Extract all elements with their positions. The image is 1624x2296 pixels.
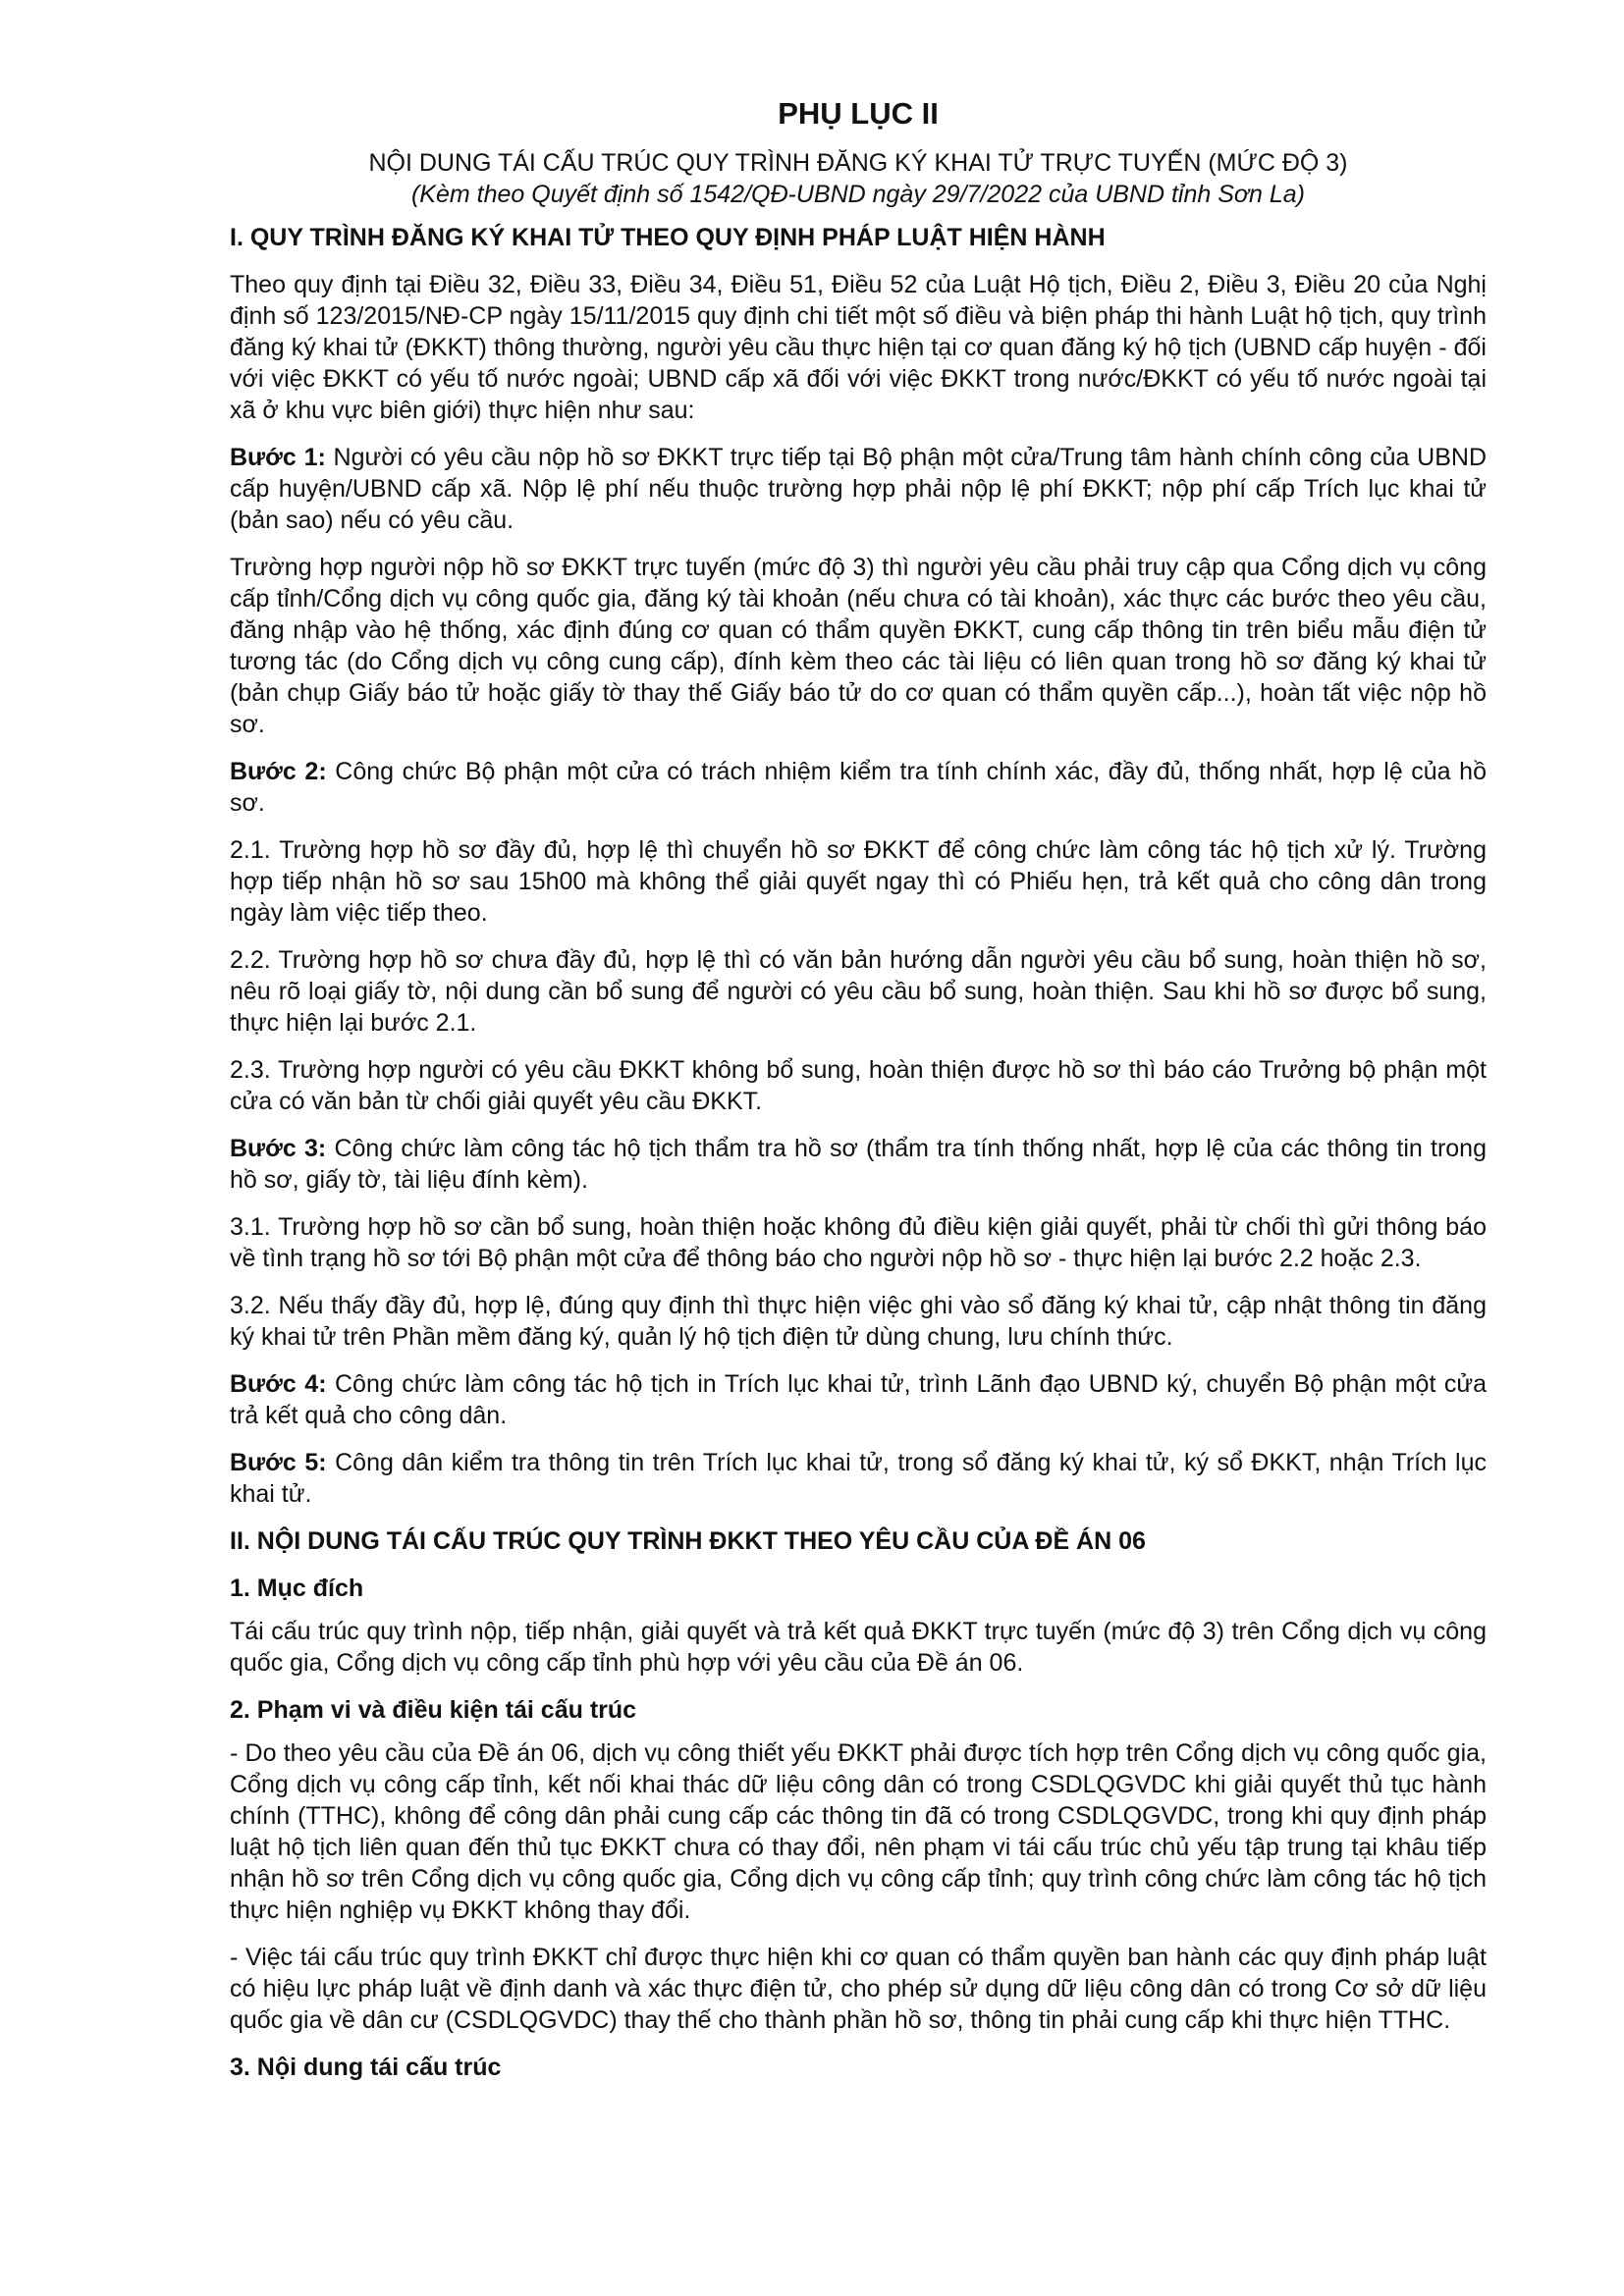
purpose-heading: 1. Mục đích: [230, 1575, 364, 1602]
scope-heading: 2. Phạm vi và điều kiện tái cấu trúc: [230, 1696, 637, 1724]
step-5-paragraph: [230, 1447, 1487, 1510]
step-1-label: Bước 1:: [230, 444, 326, 471]
step-1-paragraph: [230, 442, 1487, 536]
step-2-text: Công chức Bộ phận một cửa có trách nhiệm kiểm tra tính chính xác, đầy đủ, thống nhất, hợp lệ của hồ sơ.: [230, 758, 1487, 817]
step-2-1-paragraph: 2.1. Trường hợp hồ sơ đầy đủ, hợp lệ thì chuyển hồ sơ ĐKKT để công chức làm công tác hộ tịch xử lý. Trường hợp tiếp nhận hồ sơ sau 15h00 mà không thể giải quyết ngay thì có Phiếu hẹn, trả kết quả cho công dân trong ngày làm việc tiếp theo.: [230, 836, 1487, 927]
step-4-label: Bước 4:: [230, 1370, 327, 1398]
step-2-3-paragraph: 2.3. Trường hợp người có yêu cầu ĐKKT không bổ sung, hoàn thiện được hồ sơ thì báo cáo Trưởng bộ phận một cửa có văn bản từ chối giải quyết yêu cầu ĐKKT.: [230, 1056, 1487, 1115]
step-3-paragraph: [230, 1133, 1487, 1196]
purpose-paragraph: Tái cấu trúc quy trình nộp, tiếp nhận, giải quyết và trả kết quả ĐKKT trực tuyến (mức độ 3) trên Cổng dịch vụ công quốc gia, Cổng dịch vụ công cấp tỉnh phù hợp với yêu cầu của Đề án 06.: [230, 1618, 1487, 1677]
online-submission-paragraph: Trường hợp người nộp hồ sơ ĐKKT trực tuyến (mức độ 3) thì người yêu cầu phải truy cập qua Cổng dịch vụ công cấp tỉnh/Cổng dịch vụ công quốc gia, đăng ký tài khoản (nếu chưa có tài khoản), xác thực các bước theo yêu cầu, đăng nhập vào hệ thống, xác định đúng cơ quan có thẩm quyền ĐKKT, cung cấp thông tin trên biểu mẫu điện tử tương tác (do Cổng dịch vụ công cung cấp), đính kèm theo các tài liệu có liên quan trong hồ sơ đăng ký khai tử (bản chụp Giấy báo tử hoặc giấy tờ thay thế Giấy báo tử do cơ quan có thẩm quyền cấp...), hoàn tất việc nộp hồ sơ.: [230, 554, 1487, 738]
scope-paragraph-b: - Việc tái cấu trúc quy trình ĐKKT chỉ được thực hiện khi cơ quan có thẩm quyền ban hành các quy định pháp luật có hiệu lực pháp luật về định danh và xác thực điện tử, cho phép sử dụng dữ liệu công dân có trong Cơ sở dữ liệu quốc gia về dân cư (CSDLQGVDC) thay thế cho thành phần hồ sơ, thông tin phải cung cấp khi thực hiện TTHC.: [230, 1944, 1487, 2034]
decision-reference: (Kèm theo Quyết định số 1542/QĐ-UBND ngày 29/7/2022 của UBND tỉnh Sơn La): [410, 181, 1306, 208]
step-5-label: Bước 5:: [230, 1449, 327, 1476]
section-1-intro: Theo quy định tại Điều 32, Điều 33, Điều 34, Điều 51, Điều 52 của Luật Hộ tịch, Điều 2, Điều 3, Điều 20 của Nghị định số 123/2015/NĐ-CP ngày 15/11/2015 quy định chi tiết một số điều và biện pháp thi hành Luật hộ tịch, quy trình đăng ký khai tử (ĐKKT) thông thường, người yêu cầu thực hiện tại cơ quan đăng ký hộ tịch (UBND cấp huyện - đối với việc ĐKKT có yếu tố nước ngoài; UBND cấp xã đối với việc ĐKKT trong nước/ĐKKT có yếu tố nước ngoài tại xã ở khu vực biên giới) thực hiện như sau:: [230, 271, 1487, 424]
scope-paragraph-a: - Do theo yêu cầu của Đề án 06, dịch vụ công thiết yếu ĐKKT phải được tích hợp trên Cổng dịch vụ công quốc gia, Cổng dịch vụ công cấp tỉnh, kết nối khai thác dữ liệu công dân có trong CSDLQGVDC khi giải quyết thủ tục hành chính (TTHC), không để công dân phải cung cấp các thông tin đã có trong CSDLQGVDC, trong khi quy định pháp luật hộ tịch liên quan đến thủ tục ĐKKT chưa có thay đổi, nên phạm vi tái cấu trúc chủ yếu tập trung tại khâu tiếp nhận hồ sơ trên Cổng dịch vụ công quốc gia, Cổng dịch vụ công cấp tỉnh; quy trình công chức làm công tác hộ tịch thực hiện nghiệp vụ ĐKKT không thay đổi.: [230, 1739, 1487, 1924]
restructure-content-heading: 3. Nội dung tái cấu trúc: [230, 2054, 502, 2081]
step-3-text: Công chức làm công tác hộ tịch thẩm tra hồ sơ (thẩm tra tính thống nhất, hợp lệ của các thông tin trong hồ sơ, giấy tờ, tài liệu đính kèm).: [230, 1135, 1487, 1194]
step-3-2-paragraph: 3.2. Nếu thấy đầy đủ, hợp lệ, đúng quy định thì thực hiện việc ghi vào sổ đăng ký khai tử, cập nhật thông tin đăng ký khai tử trên Phần mềm đăng ký, quản lý hộ tịch điện tử dùng chung, lưu chính thức.: [230, 1292, 1487, 1351]
step-3-label: Bước 3:: [230, 1135, 327, 1162]
page-subtitle: NỘI DUNG TÁI CẤU TRÚC QUY TRÌNH ĐĂNG KÝ KHAI TỬ TRỰC TUYẾN (MỨC ĐỘ 3): [368, 149, 1348, 177]
step-3-1-paragraph: 3.1. Trường hợp hồ sơ cần bổ sung, hoàn thiện hoặc không đủ điều kiện giải quyết, phải từ chối thì gửi thông báo về tình trạng hồ sơ tới Bộ phận một cửa để thông báo cho người nộp hồ sơ - thực hiện lại bước 2.2 hoặc 2.3.: [230, 1213, 1487, 1272]
step-1-text: Người có yêu cầu nộp hồ sơ ĐKKT trực tiếp tại Bộ phận một cửa/Trung tâm hành chính công của UBND cấp huyện/UBND cấp xã. Nộp lệ phí nếu thuộc trường hợp phải nộp lệ phí ĐKKT; nộp phí cấp Trích lục khai tử (bản sao) nếu có yêu cầu.: [230, 444, 1488, 534]
section-2-heading: II. NỘI DUNG TÁI CẤU TRÚC QUY TRÌNH ĐKKT THEO YÊU CẦU CỦA ĐỀ ÁN 06: [230, 1527, 1146, 1555]
step-4-paragraph: [230, 1368, 1487, 1431]
step-2-paragraph: [230, 756, 1487, 819]
section-1-heading: I. QUY TRÌNH ĐĂNG KÝ KHAI TỬ THEO QUY ĐỊNH PHÁP LUẬT HIỆN HÀNH: [230, 224, 1106, 251]
page-title: PHỤ LỤC II: [778, 96, 939, 131]
step-2-2-paragraph: 2.2. Trường hợp hồ sơ chưa đầy đủ, hợp lệ thì có văn bản hướng dẫn người yêu cầu bổ sung, hoàn thiện hồ sơ, nêu rõ loại giấy tờ, nội dung cần bổ sung để người có yêu cầu bổ sung, hoàn thiện. Sau khi hồ sơ được bổ sung, thực hiện lại bước 2.1.: [230, 946, 1487, 1037]
step-2-label: Bước 2:: [230, 758, 327, 785]
step-4-text: Công chức làm công tác hộ tịch in Trích lục khai tử, trình Lãnh đạo UBND ký, chuyển Bộ phận một cửa trả kết quả cho công dân.: [230, 1370, 1487, 1429]
step-5-text: Công dân kiểm tra thông tin trên Trích lục khai tử, trong sổ đăng ký khai tử, ký sổ ĐKKT, nhận Trích lục khai tử.: [230, 1449, 1487, 1508]
